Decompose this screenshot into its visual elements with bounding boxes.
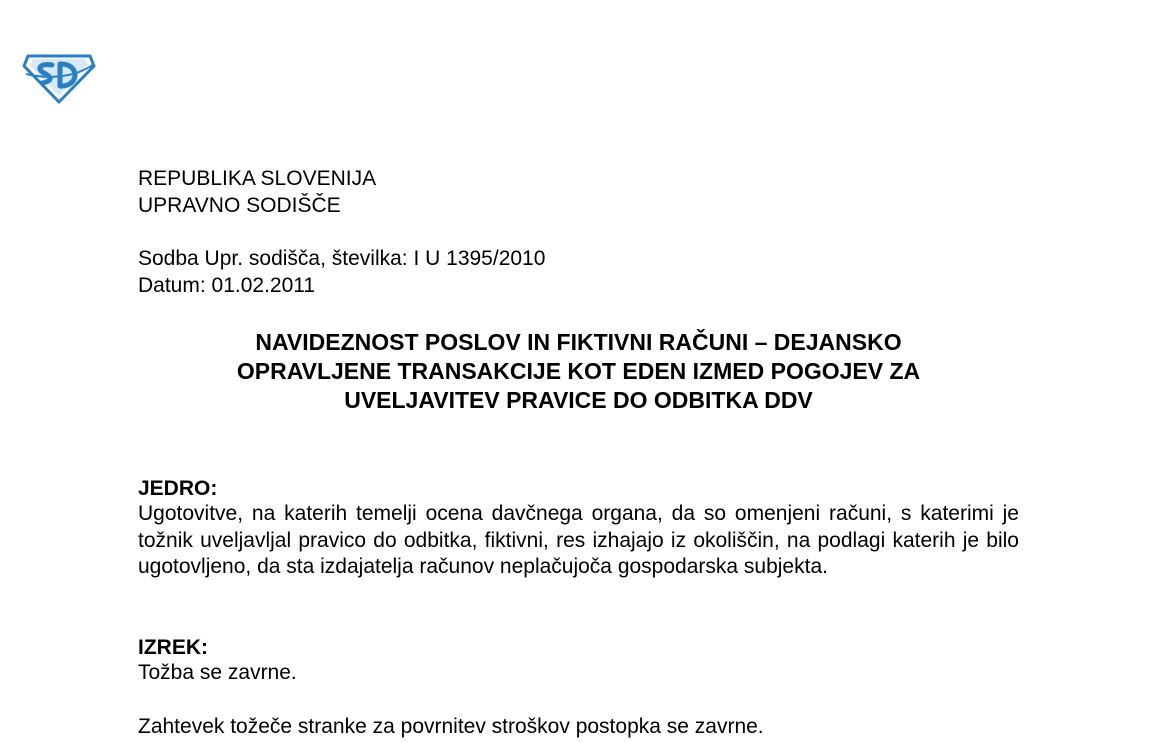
jedro-heading: JEDRO: [138,477,218,500]
court-header [138,165,376,219]
izrek-ruling: Tožba se zavrne. [138,661,297,684]
izrek-heading: IZREK: [138,636,208,659]
title-line-1: NAVIDEZNOST POSLOV IN FIKTIVNI RAČUNI – DEJANSKO [255,329,902,355]
court-name: UPRAVNO SODIŠČE [138,194,341,217]
case-date: Datum: 01.02.2011 [138,274,316,297]
country-name: REPUBLIKA SLOVENIJA [138,167,377,190]
sd-logo-icon [22,50,96,104]
title-line-2: OPRAVLJENE TRANSAKCIJE KOT EDEN IZMED POGOJEV ZA [236,358,921,384]
izrek-costs: Zahtevek tožeče stranke za povrnitev stroškov postopka se zavrne. [138,715,764,738]
title-line-3: UVELJAVITEV PRAVICE DO ODBITKA DDV [344,387,813,413]
case-number: Sodba Upr. sodišča, številka: I U 1395/2010 [138,247,546,270]
document-title [138,328,1019,415]
case-meta [138,245,545,299]
jedro-text: Ugotovitve, na katerih temelji ocena davčnega organa, da so omenjeni računi, s katerimi je tožnik uveljavljal pravico do odbitka, fiktivni, res izhajajo iz okoliščin, na podlagi katerih je bilo ugotovljeno, da sta izdajatelja računov neplačujoča gospodarska subjekta. [138,502,1019,578]
